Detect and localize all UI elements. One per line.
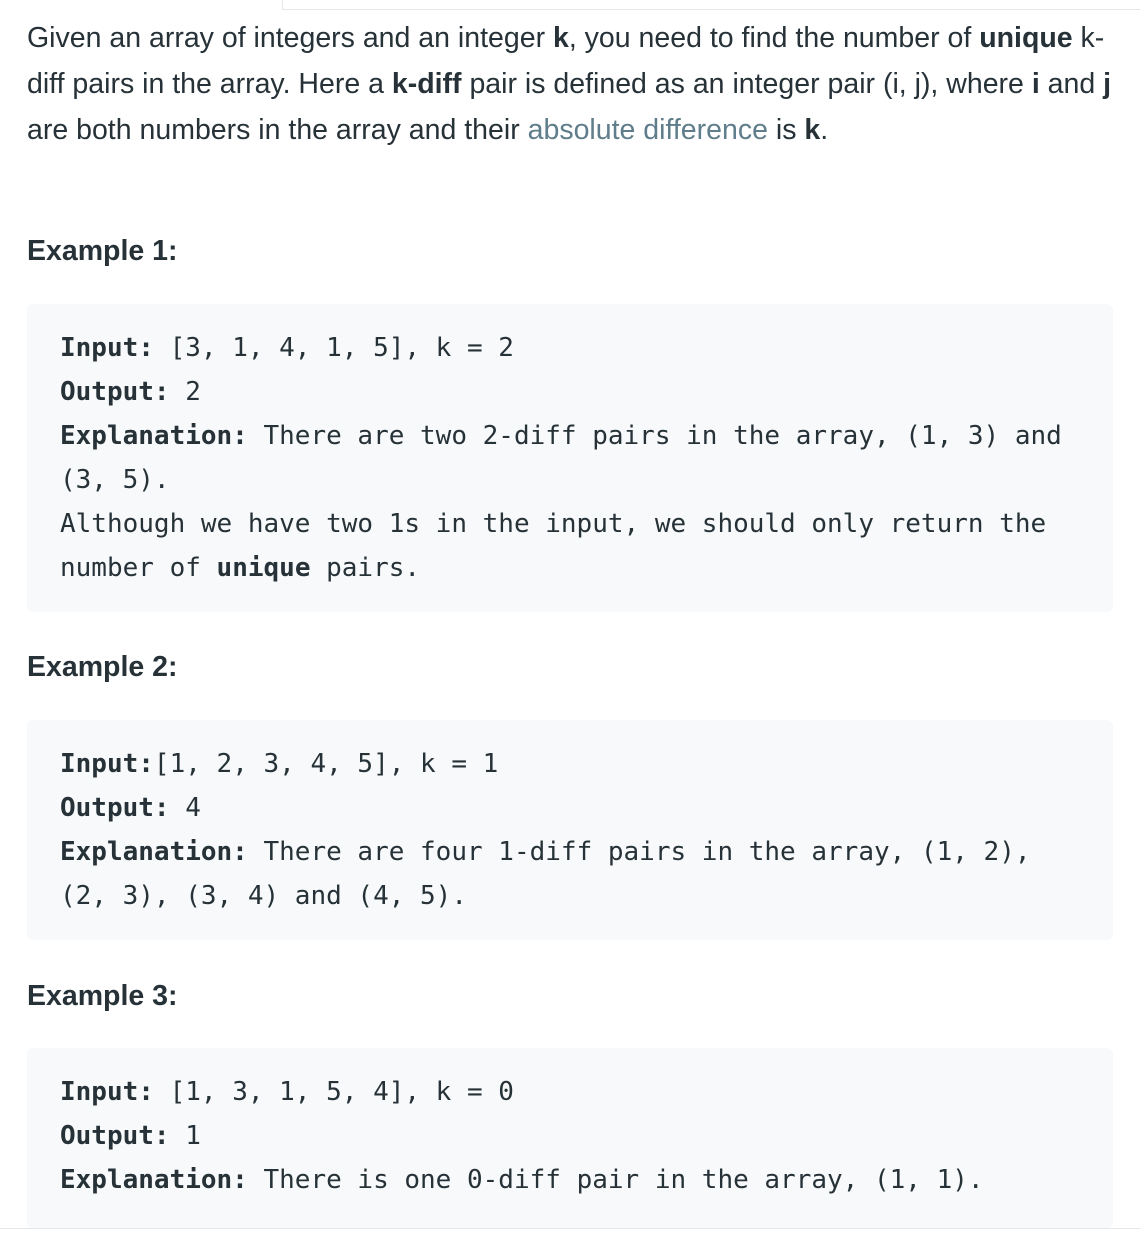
example-1-title: Example 1: bbox=[27, 235, 178, 267]
statement-text: k-diff pairs in the array. Here a bbox=[27, 22, 1105, 100]
example-1-output bbox=[60, 370, 1080, 414]
explanation-label: Explanation: bbox=[60, 421, 248, 451]
statement-bold-j: j bbox=[1103, 68, 1112, 100]
statement-text: . bbox=[820, 114, 829, 146]
example-2-explanation bbox=[60, 830, 1080, 918]
statement-bold-k: k bbox=[552, 22, 569, 54]
explanation-value: There are two 2-diff pairs in the array, (1, 3) and (3, 5). bbox=[60, 421, 1078, 495]
statement-bold-k: k bbox=[804, 114, 821, 146]
example-1-code-block bbox=[27, 304, 1113, 612]
example-3-output bbox=[60, 1114, 1080, 1158]
explanation-label: Explanation: bbox=[60, 1165, 248, 1195]
top-divider bbox=[282, 0, 1140, 10]
note-bold-unique: unique bbox=[216, 553, 311, 583]
input-value: [3, 1, 4, 1, 5], k = 2 bbox=[153, 333, 514, 363]
statement-text: is bbox=[767, 114, 805, 146]
explanation-value: There are four 1-diff pairs in the array, (1, 2), (2, 3), (3, 4) and (4, 5). bbox=[60, 837, 1047, 911]
example-2-title: Example 2: bbox=[27, 651, 178, 683]
input-label: Input: bbox=[60, 333, 154, 363]
statement-text: Given an array of integers and an integer bbox=[27, 22, 553, 54]
example-2-input bbox=[60, 742, 1080, 786]
explanation-value: There is one 0-diff pair in the array, (1, 1). bbox=[247, 1165, 984, 1195]
output-label: Output: bbox=[60, 1121, 170, 1151]
absolute-difference-link[interactable]: absolute difference bbox=[527, 114, 768, 146]
output-label: Output: bbox=[60, 793, 170, 823]
statement-text: , you need to find the number of bbox=[568, 22, 980, 54]
input-label: Input: bbox=[60, 1077, 154, 1107]
output-value: 4 bbox=[169, 793, 201, 823]
example-2-code-block bbox=[27, 720, 1113, 940]
example-3-code-block bbox=[27, 1048, 1113, 1228]
statement-bold-i: i bbox=[1031, 68, 1040, 100]
example-1-explanation bbox=[60, 414, 1080, 502]
output-label: Output: bbox=[60, 377, 170, 407]
example-3-title: Example 3: bbox=[27, 980, 178, 1012]
input-value: [1, 3, 1, 5, 4], k = 0 bbox=[153, 1077, 514, 1107]
explanation-label: Explanation: bbox=[60, 837, 248, 867]
statement-text: and bbox=[1039, 68, 1104, 100]
statement-text: pair is defined as an integer pair (i, j), where bbox=[461, 68, 1032, 100]
statement-bold-kdiff: k-diff bbox=[391, 68, 462, 100]
problem-statement bbox=[27, 15, 1113, 153]
note-text: Although we have two 1s in the input, we should only return the number of bbox=[60, 509, 1062, 583]
example-2-output bbox=[60, 786, 1080, 830]
problem-description bbox=[27, 15, 1113, 1195]
input-value: [1, 2, 3, 4, 5], k = 1 bbox=[153, 749, 499, 779]
statement-bold-unique: unique bbox=[979, 22, 1073, 54]
example-3-input bbox=[60, 1070, 1080, 1114]
example-1-input bbox=[60, 326, 1080, 370]
note-text: pairs. bbox=[310, 553, 421, 583]
example-3-explanation bbox=[60, 1158, 1080, 1202]
output-value: 1 bbox=[169, 1121, 201, 1151]
bottom-divider bbox=[0, 1228, 1140, 1229]
example-1-note bbox=[60, 502, 1080, 590]
statement-text: are both numbers in the array and their bbox=[27, 114, 528, 146]
output-value: 2 bbox=[169, 377, 201, 407]
input-label: Input: bbox=[60, 749, 154, 779]
